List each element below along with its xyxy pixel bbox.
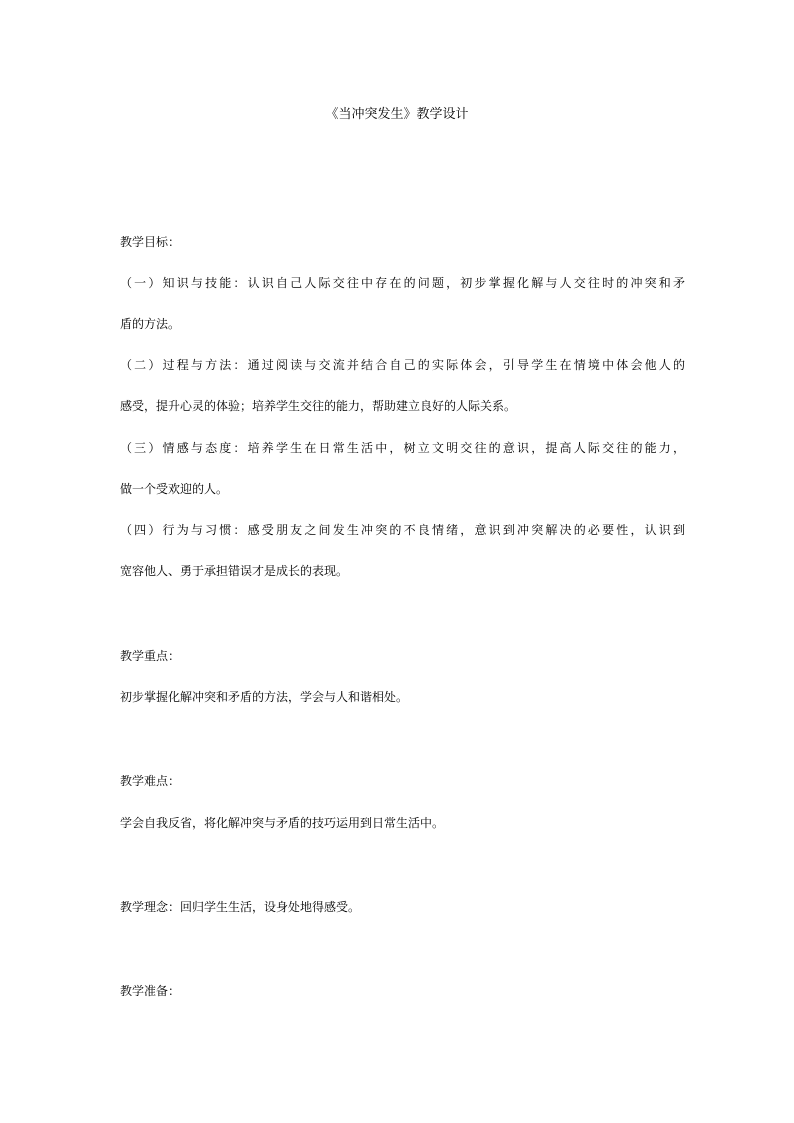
difficulty-text: 学会自我反省，将化解冲突与矛盾的技巧运用到日常生活中。 — [120, 816, 445, 830]
objective-3-line-1: （三）情感与态度：培养学生在日常生活中，树立文明交往的意识，提高人际交往的能力， — [120, 441, 685, 455]
document-title: 《当冲突发生》教学设计 — [325, 107, 469, 122]
objective-1-line-2: 盾的方法。 — [120, 317, 181, 331]
objective-4-line-1: （四）行为与习惯：感受朋友之间发生冲突的不良情绪，意识到冲突解决的必要性，认识到 — [120, 523, 685, 537]
objectives-heading: 教学目标： — [120, 235, 181, 249]
objective-1-line-1: （一）知识与技能：认识自己人际交往中存在的问题，初步掌握化解与人交往时的冲突和矛 — [120, 276, 685, 290]
objective-4-line-2: 宽容他人、勇于承担错误才是成长的表现。 — [120, 564, 349, 578]
objective-2-line-1: （二）过程与方法：通过阅读与交流并结合自己的实际体会，引导学生在情境中体会他人的 — [120, 358, 685, 372]
objective-3-line-2: 做一个受欢迎的人。 — [120, 482, 229, 496]
key-point-heading: 教学重点： — [120, 649, 181, 663]
preparation-heading: 教学准备： — [120, 984, 181, 998]
difficulty-heading: 教学难点： — [120, 774, 181, 788]
key-point-text: 初步掌握化解冲突和矛盾的方法，学会与人和谐相处。 — [120, 690, 409, 704]
objective-2-line-2: 感受，提升心灵的体验；培养学生交往的能力，帮助建立良好的人际关系。 — [120, 399, 517, 413]
teaching-philosophy: 教学理念：回归学生生活，设身处地得感受。 — [120, 900, 361, 914]
